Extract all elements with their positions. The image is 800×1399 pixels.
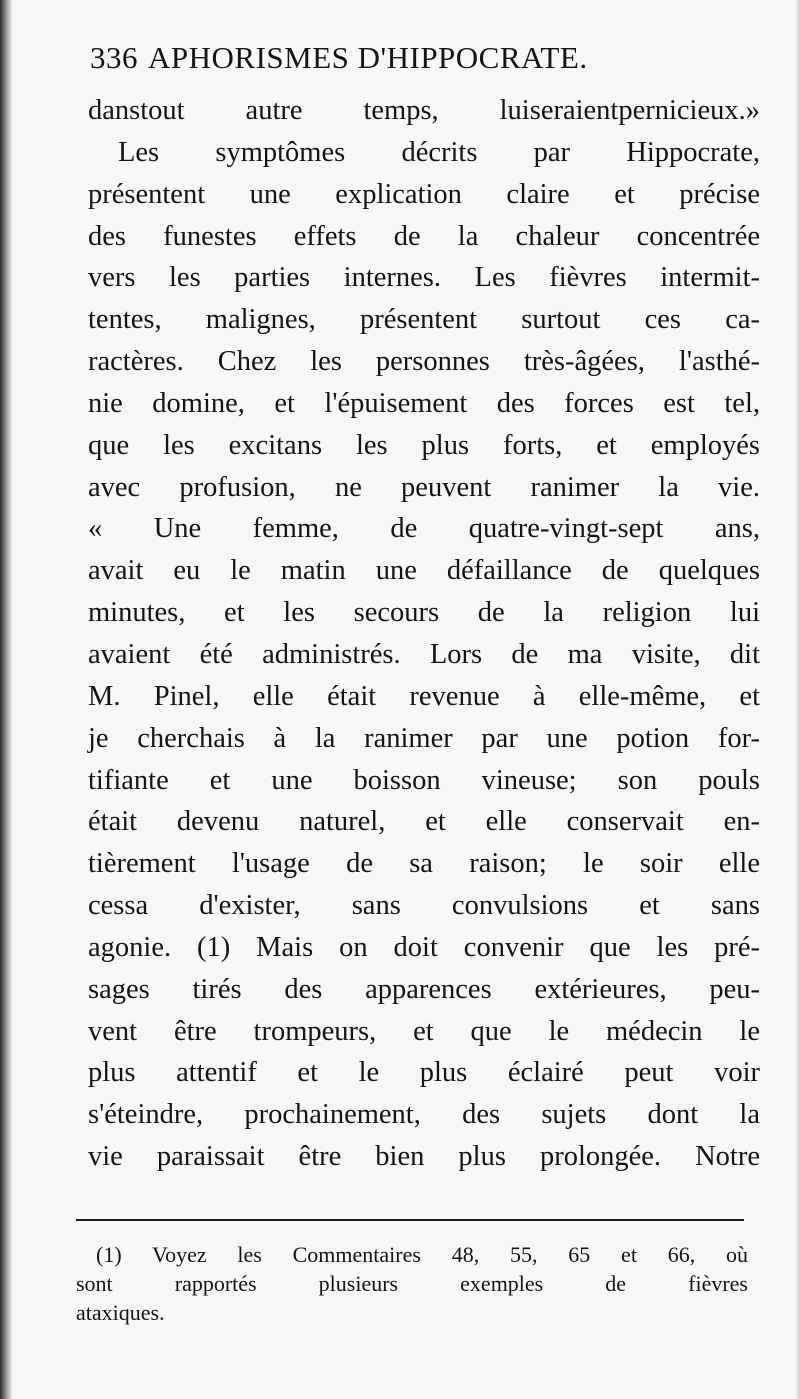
text-line: minutes, et les secours de la religion lui	[88, 597, 760, 629]
page-number: 336	[90, 40, 138, 75]
page-edge	[796, 0, 800, 1399]
footnote-line: ataxiques.	[76, 1300, 165, 1325]
text-line: présentent une explication claire et précise	[88, 178, 760, 210]
text-line: « Une femme, de quatre-vingt-sept ans,	[88, 513, 760, 545]
text-line: danstout autre temps, luiseraientpernicieux.»	[88, 95, 760, 126]
text-line: M. Pinel, elle était revenue à elle-même, et	[88, 680, 760, 712]
text-line: je cherchais à la ranimer par une potion for-	[88, 722, 760, 754]
footnote	[76, 1240, 748, 1327]
text-line: était devenu naturel, et elle conservait en-	[88, 806, 760, 838]
page-gutter-shadow	[0, 0, 12, 1399]
text-line: sages tirés des apparences extérieures, peu-	[88, 973, 760, 1005]
text-line: ractères. Chez les personnes très-âgées, l'asthé-	[88, 346, 760, 378]
text-line: tièrement l'usage de sa raison; le soir elle	[88, 848, 760, 880]
text-line: plus attentif et le plus éclairé peut voir	[88, 1057, 760, 1089]
text-line: tifiante et une boisson vineuse; son pouls	[88, 764, 760, 796]
footnote-rule	[76, 1219, 744, 1221]
paragraph-start-line: Les symptômes décrits par Hippocrate,	[118, 136, 760, 168]
running-header	[90, 40, 750, 76]
footnote-line: (1) Voyez les Commentaires 48, 55, 65 et 66, où	[96, 1242, 748, 1267]
text-line: cessa d'exister, sans convulsions et sans	[88, 890, 760, 922]
body-text	[88, 90, 760, 1178]
text-line: des funestes effets de la chaleur concentrée	[88, 220, 760, 252]
text-line: s'éteindre, prochainement, des sujets dont la	[88, 1099, 760, 1131]
text-line: avaient été administrés. Lors de ma visite, dit	[88, 638, 760, 670]
text-line: vie paraissait être bien plus prolongée. Notre	[88, 1141, 760, 1173]
text-line: avec profusion, ne peuvent ranimer la vie.	[88, 471, 760, 503]
text-line: tentes, malignes, présentent surtout ces ca-	[88, 304, 760, 336]
text-line: avait eu le matin une défaillance de quelques	[88, 555, 760, 587]
running-title: APHORISMES D'HIPPOCRATE.	[148, 40, 588, 75]
text-line: nie domine, et l'épuisement des forces est tel,	[88, 387, 760, 419]
footnote-line: sont rapportés plusieurs exemples de fièvres	[76, 1271, 748, 1296]
text-line: vent être trompeurs, et que le médecin le	[88, 1015, 760, 1047]
text-line: vers les parties internes. Les fièvres intermit-	[88, 262, 760, 294]
text-line: que les excitans les plus forts, et employés	[88, 429, 760, 461]
text-line: agonie. (1) Mais on doit convenir que les pré-	[88, 931, 760, 963]
